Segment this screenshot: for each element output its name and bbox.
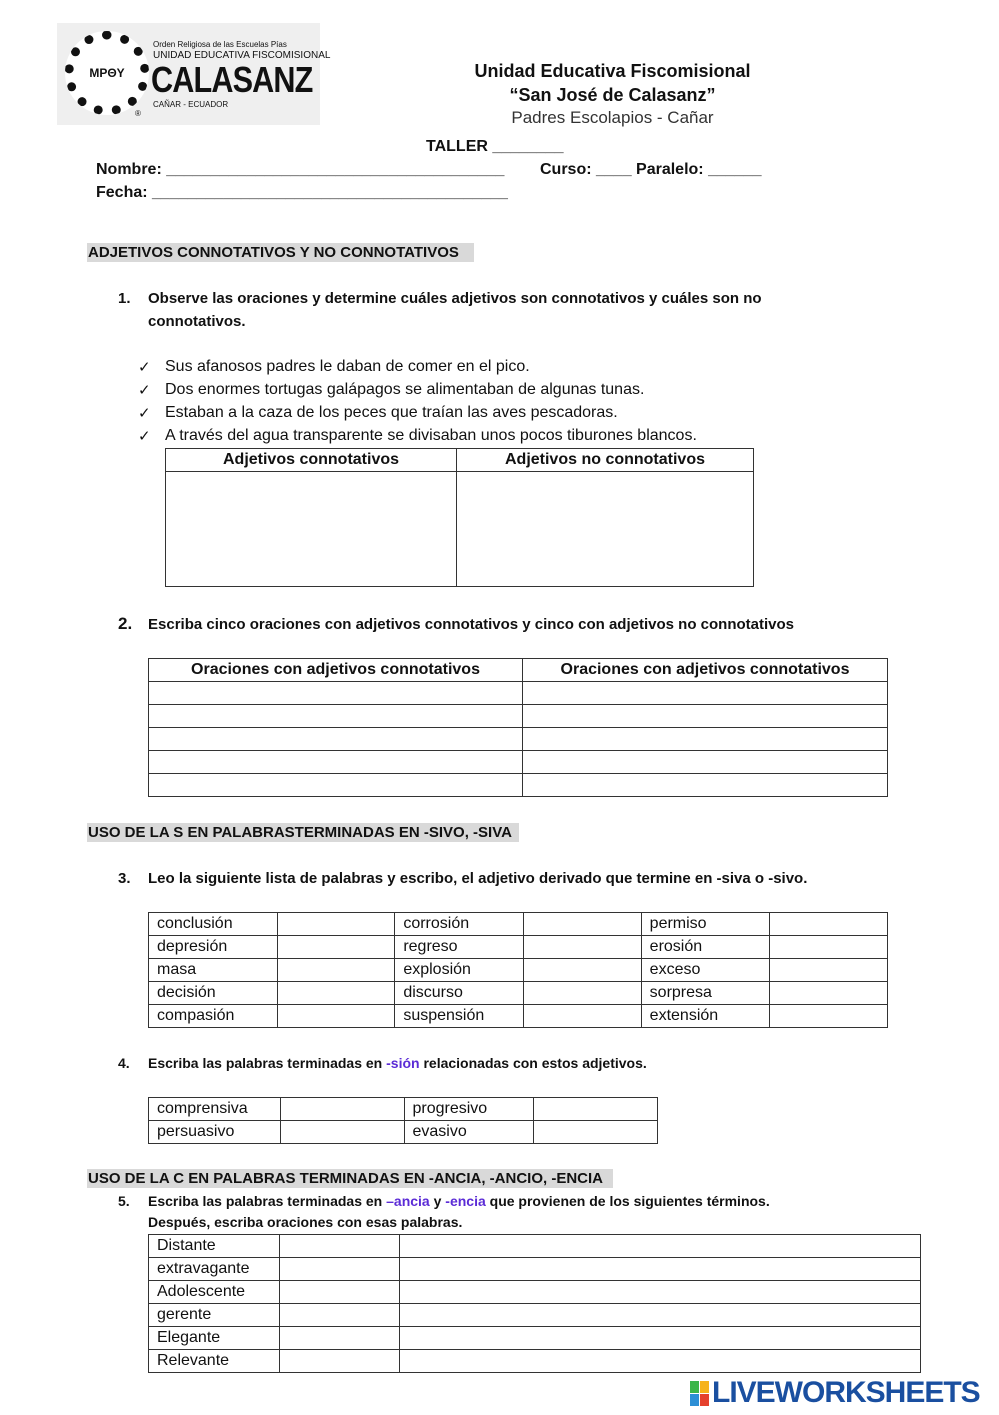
answer-cell[interactable] — [280, 1121, 404, 1144]
answer-cell[interactable] — [149, 774, 523, 797]
answer-cell[interactable] — [524, 913, 642, 936]
answer-cell[interactable] — [770, 959, 888, 982]
fecha-field[interactable]: Fecha: ________________________________________ — [96, 184, 508, 201]
q1-text: Observe las oraciones y determine cuáles adjetivos son connotativos y cuáles son no — [148, 290, 762, 307]
word-cell: sorpresa — [641, 982, 770, 1005]
word-cell: gerente — [149, 1304, 280, 1327]
word-cell: Relevante — [149, 1350, 280, 1373]
answer-cell[interactable] — [534, 1098, 658, 1121]
table-row — [149, 1304, 921, 1327]
answer-cell[interactable] — [149, 705, 523, 728]
answer-cell[interactable] — [277, 959, 395, 982]
answer-cell[interactable] — [534, 1121, 658, 1144]
sentence-cell[interactable] — [400, 1281, 921, 1304]
word-cell: comprensiva — [149, 1098, 281, 1121]
table-row — [149, 1258, 921, 1281]
q5-text-b: que provienen de los siguientes términos. — [485, 1193, 770, 1209]
table-row — [149, 1327, 921, 1350]
q5-highlight-ancia: –ancia — [386, 1193, 430, 1209]
table-row — [149, 1098, 658, 1121]
check-icon: ✓ — [138, 428, 151, 445]
q4-number: 4. — [118, 1055, 130, 1071]
logo-name: CALASANZ — [151, 59, 313, 100]
answer-cell[interactable] — [524, 1005, 642, 1028]
seal-icon — [65, 31, 149, 115]
word-cell: erosión — [641, 936, 770, 959]
q1-item: A través del agua transparente se divisaban unos pocos tiburones blancos. — [165, 427, 697, 444]
word-cell: explosión — [395, 959, 524, 982]
col-header: Adjetivos no connotativos — [457, 449, 754, 472]
q5-table — [148, 1234, 921, 1373]
answer-cell[interactable] — [280, 1350, 400, 1373]
q1-number: 1. — [118, 290, 131, 307]
word-cell: conclusión — [149, 913, 278, 936]
answer-cell[interactable] — [149, 728, 523, 751]
section-heading-1: ADJETIVOS CONNOTATIVOS Y NO CONNOTATIVOS — [87, 243, 474, 262]
word-cell: evasivo — [404, 1121, 534, 1144]
q4-text-a: Escriba las palabras terminadas en — [148, 1055, 387, 1071]
q5-text-a: Escriba las palabras terminadas en — [148, 1193, 387, 1209]
word-cell: Distante — [149, 1235, 280, 1258]
answer-cell[interactable] — [277, 913, 395, 936]
logo-reg: ® — [135, 109, 141, 118]
table-row — [149, 1235, 921, 1258]
q3-text: Leo la siguiente lista de palabras y escribo, el adjetivo derivado que termine en -siva o -sivo. — [148, 870, 808, 887]
taller-label: TALLER ________ — [426, 138, 564, 155]
answer-cell[interactable] — [523, 774, 888, 797]
check-icon: ✓ — [138, 405, 151, 422]
answer-cell[interactable] — [277, 1005, 395, 1028]
answer-cell[interactable] — [280, 1327, 400, 1350]
liveworksheets-logo — [690, 1376, 980, 1410]
word-cell: Adolescente — [149, 1281, 280, 1304]
section-heading-3: USO DE LA C EN PALABRAS TERMINADAS EN -ANCIA, -ANCIO, -ENCIA — [87, 1169, 613, 1188]
col-header: Oraciones con adjetivos connotativos — [149, 659, 523, 682]
answer-cell[interactable] — [524, 982, 642, 1005]
q5-highlight-encia: -encia — [445, 1193, 486, 1209]
table-row — [149, 1281, 921, 1304]
answer-cell[interactable] — [770, 1005, 888, 1028]
table-row — [149, 913, 888, 936]
q5-number: 5. — [118, 1193, 130, 1209]
answer-cell[interactable] — [280, 1098, 404, 1121]
q4-text-b: relacionadas con estos adjetivos. — [419, 1055, 647, 1071]
word-cell: suspensión — [395, 1005, 524, 1028]
q1-item: Estaban a la caza de los peces que traían las aves pescadoras. — [165, 404, 618, 421]
answer-cell[interactable] — [523, 705, 888, 728]
table-row — [149, 1350, 921, 1373]
word-cell: corrosión — [395, 913, 524, 936]
sentence-cell[interactable] — [400, 1327, 921, 1350]
answer-cell[interactable] — [280, 1235, 400, 1258]
answer-cell[interactable] — [523, 682, 888, 705]
sentence-cell[interactable] — [400, 1350, 921, 1373]
header-line3: Padres Escolapios - Cañar — [511, 108, 714, 127]
header-subtitle: “San José de Calasanz” — [509, 85, 716, 105]
q1-item: Sus afanosos padres le daban de comer en el pico. — [165, 358, 530, 375]
word-cell: decisión — [149, 982, 278, 1005]
word-cell: discurso — [395, 982, 524, 1005]
table-row — [149, 936, 888, 959]
q2-number: 2. — [118, 614, 133, 633]
col-header: Oraciones con adjetivos connotativos — [523, 659, 888, 682]
q3-number: 3. — [118, 870, 131, 887]
school-logo — [57, 23, 331, 125]
q5-text — [148, 1193, 770, 1209]
q4-text — [148, 1055, 647, 1071]
answer-cell[interactable] — [524, 936, 642, 959]
word-cell: exceso — [641, 959, 770, 982]
word-cell: persuasivo — [149, 1121, 281, 1144]
q5-mid: y — [429, 1193, 446, 1209]
liveworksheets-icon — [690, 1381, 709, 1406]
col-header: Adjetivos connotativos — [166, 449, 457, 472]
word-cell: progresivo — [404, 1098, 534, 1121]
q1-item: Dos enormes tortugas galápagos se alimentaban de algunas tunas. — [165, 381, 645, 398]
answer-cell[interactable] — [770, 913, 888, 936]
q4-table — [148, 1097, 658, 1144]
check-icon: ✓ — [138, 359, 151, 376]
word-cell: permiso — [641, 913, 770, 936]
answer-cell[interactable] — [770, 982, 888, 1005]
word-cell: extensión — [641, 1005, 770, 1028]
word-cell: extravagante — [149, 1258, 280, 1281]
q2-text: Escriba cinco oraciones con adjetivos connotativos y cinco con adjetivos no connotativos — [148, 616, 794, 633]
nombre-field[interactable]: Nombre: ______________________________________ — [96, 161, 505, 178]
answer-cell[interactable] — [280, 1304, 400, 1327]
q1-table — [165, 448, 754, 587]
answer-cell[interactable] — [280, 1258, 400, 1281]
word-cell: masa — [149, 959, 278, 982]
answer-cell[interactable] — [277, 982, 395, 1005]
answer-cell[interactable] — [457, 472, 754, 587]
answer-cell[interactable] — [524, 959, 642, 982]
answer-cell[interactable] — [166, 472, 457, 587]
section-heading-2: USO DE LA S EN PALABRASTERMINADAS EN -SIVO, -SIVA — [87, 823, 519, 842]
answer-cell[interactable] — [770, 936, 888, 959]
answer-cell[interactable] — [277, 936, 395, 959]
logo-line2: UNIDAD EDUCATIVA FISCOMISIONAL — [153, 50, 331, 61]
word-cell: regreso — [395, 936, 524, 959]
table-row — [149, 982, 888, 1005]
seal-text: MPΘY — [89, 66, 125, 80]
q3-table — [148, 912, 888, 1028]
curso-paralelo-field[interactable]: Curso: ____ Paralelo: ______ — [540, 161, 762, 178]
q5-text2: Después, escriba oraciones con esas palabras. — [148, 1214, 463, 1230]
logo-line1: Orden Religiosa de las Escuelas Pías — [153, 40, 287, 49]
table-row — [149, 959, 888, 982]
sentence-cell[interactable] — [400, 1304, 921, 1327]
liveworksheets-text: LIVEWORKSHEETS — [712, 1376, 980, 1409]
header-title: Unidad Educativa Fiscomisional — [474, 61, 751, 81]
answer-cell[interactable] — [523, 728, 888, 751]
q4-highlight: -sión — [386, 1055, 420, 1071]
word-cell: compasión — [149, 1005, 278, 1028]
q2-table — [148, 658, 888, 797]
table-row — [149, 1121, 658, 1144]
word-cell: depresión — [149, 936, 278, 959]
word-cell: Elegante — [149, 1327, 280, 1350]
q1-text2: connotativos. — [148, 313, 246, 330]
table-row — [149, 1005, 888, 1028]
answer-cell[interactable] — [280, 1281, 400, 1304]
answer-cell[interactable] — [523, 751, 888, 774]
answer-cell[interactable] — [149, 682, 523, 705]
logo-line4: CAÑAR - ECUADOR — [153, 100, 229, 109]
check-icon: ✓ — [138, 382, 151, 399]
answer-cell[interactable] — [149, 751, 523, 774]
sentence-cell[interactable] — [400, 1235, 921, 1258]
sentence-cell[interactable] — [400, 1258, 921, 1281]
